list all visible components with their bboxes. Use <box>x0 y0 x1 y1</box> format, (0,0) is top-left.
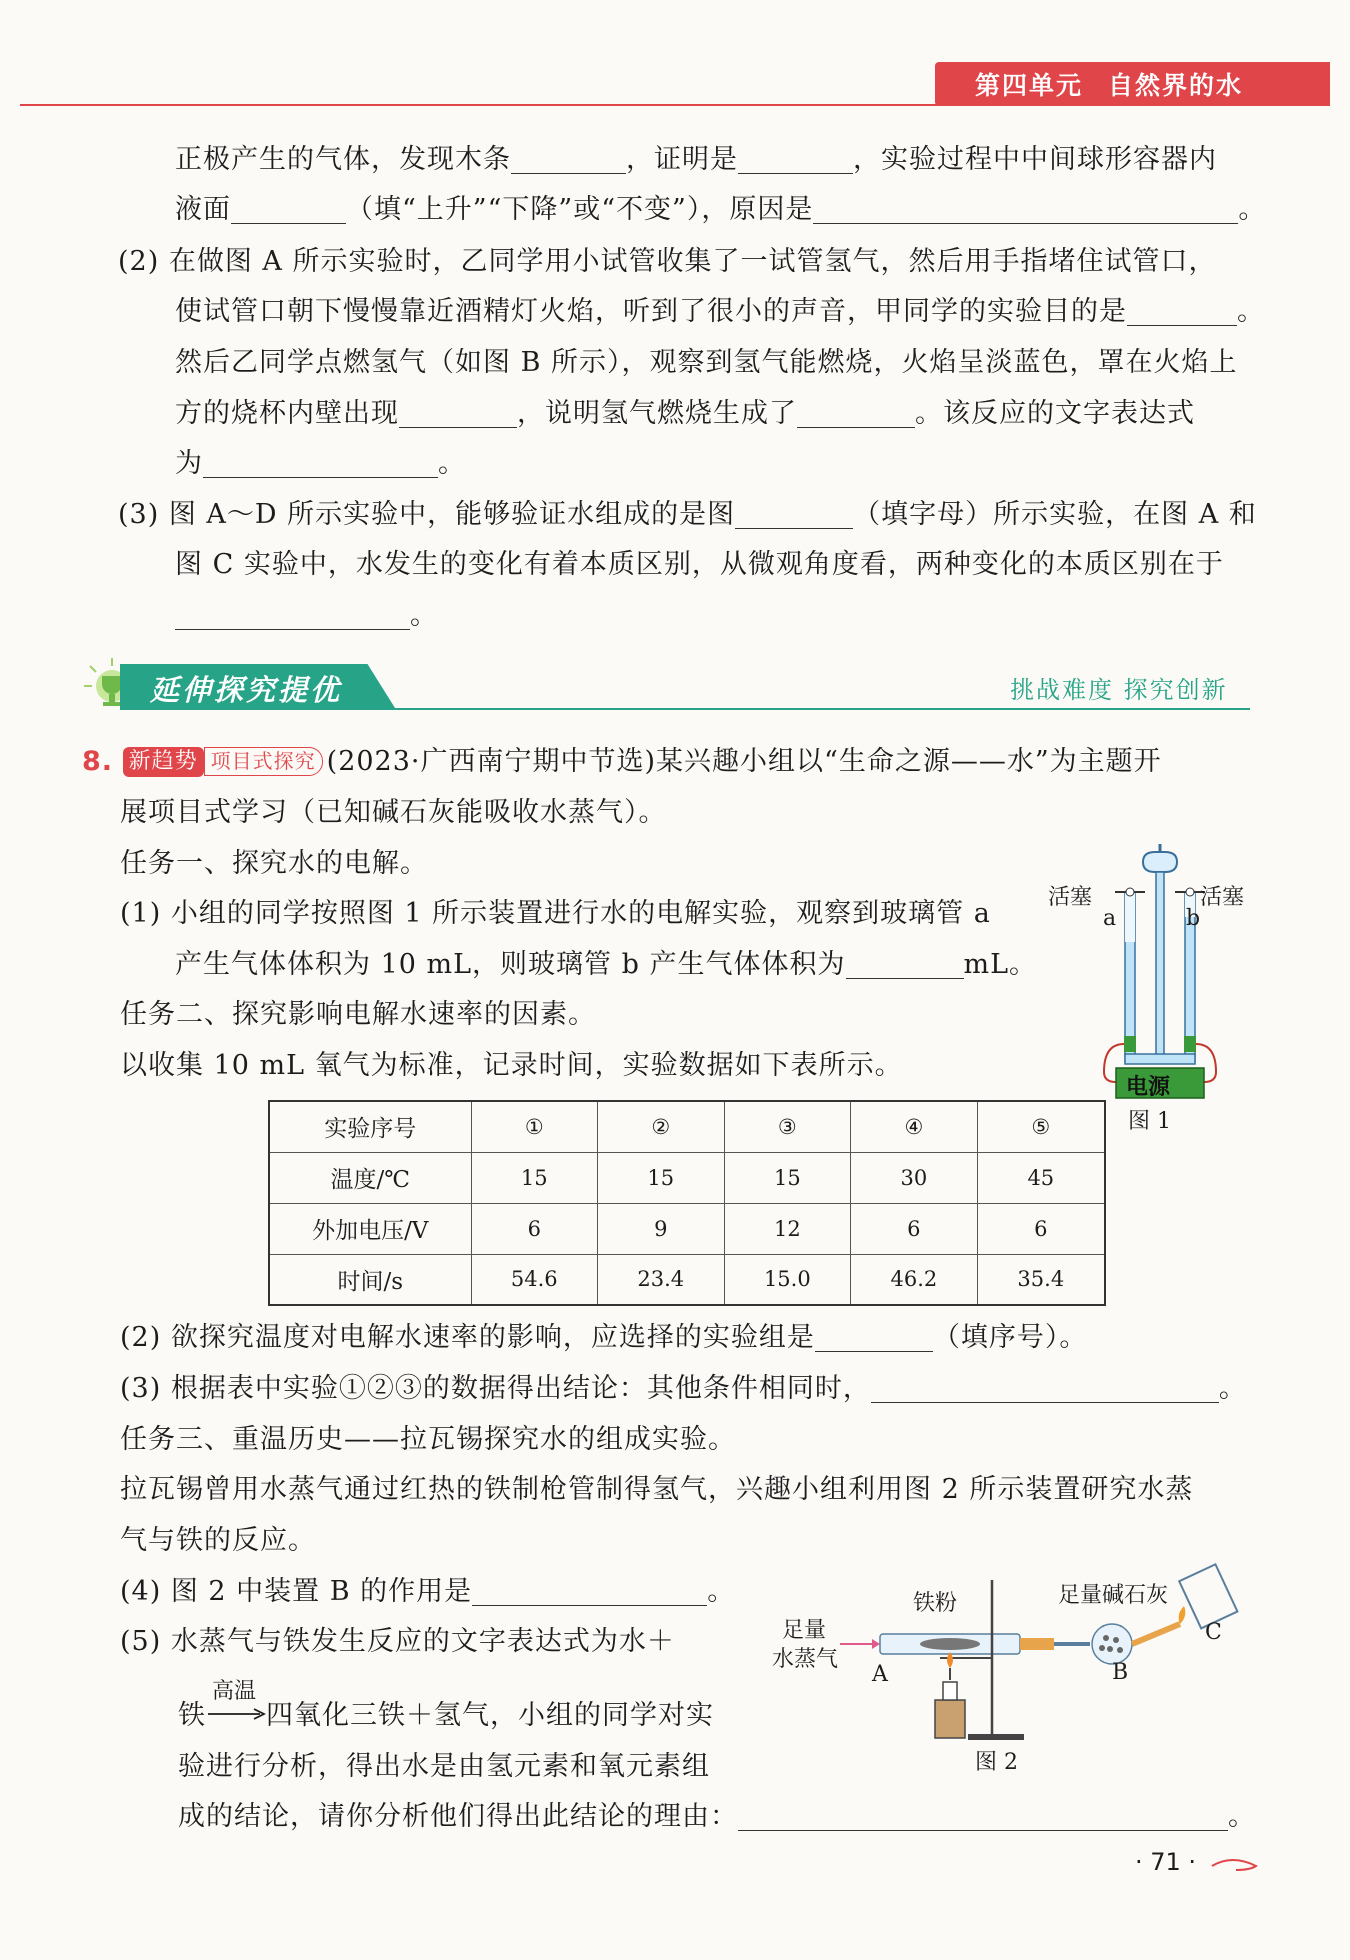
table-cell: 外加电压/V <box>269 1203 471 1254</box>
electrolysis-apparatus-figure <box>1060 840 1260 1100</box>
table-cell: 6 <box>851 1203 978 1254</box>
table-header-row <box>269 1101 1105 1152</box>
section-title: 延伸探究提优 <box>150 673 343 707</box>
figure-2-caption: 图 2 <box>975 1750 1018 1775</box>
text-line: 气与铁的反应。 <box>120 1525 316 1556</box>
text-line: 展项目式学习（已知碱石灰能吸收水蒸气）。 <box>120 797 667 828</box>
tube-b-label: b <box>1186 906 1201 931</box>
sub-question-3: (3) 根据表中实验①②③的数据得出结论：其他条件相同时， 。 <box>120 1373 1247 1404</box>
table-cell: 6 <box>977 1203 1105 1254</box>
table-cell: ① <box>471 1101 598 1152</box>
experiment-data-table <box>268 1100 1106 1306</box>
figure-1-caption: 图 1 <box>1128 1109 1171 1134</box>
stopcock-label-left: 活塞 <box>1048 885 1093 910</box>
apparatus-a-label: A <box>872 1662 888 1687</box>
task-1: 任务一、探究水的电解。 <box>120 848 428 879</box>
table-cell: 6 <box>471 1203 598 1254</box>
apparatus-b-label: B <box>1112 1660 1129 1685</box>
task-2: 任务二、探究影响电解水速率的因素。 <box>120 999 596 1030</box>
table-cell: 15 <box>598 1152 725 1203</box>
stopcock-label-right: 活塞 <box>1200 885 1245 910</box>
text-line: 图 C 实验中，水发生的变化有着本质区别，从微观角度看，两种变化的本质区别在于 <box>175 549 1224 580</box>
header-unit: 第四单元 <box>975 71 1084 100</box>
text-line: 正极产生的气体，发现木条 ，证明是 ，实验过程中中间球形容器内 <box>175 144 1217 175</box>
reaction-condition: 高温 <box>212 1679 257 1704</box>
table-cell: ③ <box>724 1101 851 1152</box>
table-cell: 实验序号 <box>269 1101 471 1152</box>
steam-label-top: 足量 <box>782 1618 827 1643</box>
text-line: 使试管口朝下慢慢靠近酒精灯火焰，听到了很小的声音，甲同学的实验目的是 。 <box>175 296 1265 327</box>
question-2-line: (2) 在做图 A 所示实验时，乙同学用小试管收集了一试管氢气，然后用手指堵住试管口， <box>118 246 1217 277</box>
text-line: 方的烧杯内壁出现 ，说明氢气燃烧生成了 。该反应的文字表达式 <box>175 398 1195 429</box>
question-8-line: 8. 新趋势 项目式探究 (2023·广西南宁期中节选)某兴趣小组以“生命之源——水”为主题开 <box>82 746 1162 777</box>
sub-question-4: (4) 图 2 中装置 B 的作用是 。 <box>120 1576 736 1607</box>
page-number: · 71 · <box>1135 1848 1197 1876</box>
steam-label-bottom: 水蒸气 <box>772 1647 839 1672</box>
question-number: 8. <box>82 746 114 777</box>
header-rule <box>20 104 1330 106</box>
table-cell: 35.4 <box>977 1254 1105 1305</box>
iron-powder-label: 铁粉 <box>913 1591 958 1616</box>
table-cell: 46.2 <box>851 1254 978 1305</box>
text-line: 四氧化三铁＋氢气，小组的同学对实 <box>266 1700 714 1731</box>
reaction-arrow-icon <box>208 1707 266 1721</box>
table-row <box>269 1203 1105 1254</box>
text-line: 铁 <box>178 1700 206 1731</box>
text-line: 拉瓦锡曾用水蒸气通过红热的铁制枪管制得氢气，兴趣小组利用图 2 所示装置研究水蒸 <box>120 1474 1194 1505</box>
text-line: 液面 （填“上升”“下降”或“不变”），原因是 。 <box>175 194 1267 225</box>
text-line: 验进行分析，得出水是由氢元素和氧元素组 <box>178 1751 710 1782</box>
question-3-line: (3) 图 A～D 所示实验中，能够验证水组成的是图 （填字母）所示实验，在图 A 和 <box>118 499 1257 530</box>
table-cell: 45 <box>977 1152 1105 1203</box>
table-cell: 23.4 <box>598 1254 725 1305</box>
table-cell: 12 <box>724 1203 851 1254</box>
table-cell: 温度/℃ <box>269 1152 471 1203</box>
table-cell: 54.6 <box>471 1254 598 1305</box>
power-source-label: 电源 <box>1126 1075 1171 1100</box>
table-cell: ④ <box>851 1101 978 1152</box>
text-line: 。 <box>175 596 438 636</box>
text-line: 为 。 <box>175 448 466 479</box>
table-cell: 15.0 <box>724 1254 851 1305</box>
table-cell: ② <box>598 1101 725 1152</box>
task-3: 任务三、重温历史——拉瓦锡探究水的组成实验。 <box>120 1424 736 1455</box>
soda-lime-label: 足量碱石灰 <box>1058 1583 1169 1608</box>
sub-question-2: (2) 欲探究温度对电解水速率的影响，应选择的实验组是 （填序号）。 <box>120 1322 1088 1353</box>
header-title: 自然界的水 <box>1108 71 1244 100</box>
table-cell: 15 <box>471 1152 598 1203</box>
text-line: 成的结论，请你分析他们得出此结论的理由： 。 <box>178 1801 1256 1832</box>
text-line: 产生气体体积为 10 mL，则玻璃管 b 产生气体体积为 mL。 <box>175 949 1038 980</box>
new-trend-badge: 新趋势 <box>123 747 204 777</box>
text-line: (1) 小组的同学按照图 1 所示装置进行水的电解实验，观察到玻璃管 a <box>120 898 991 929</box>
tube-a-label: a <box>1103 906 1117 931</box>
apparatus-c-label: C <box>1205 1620 1222 1645</box>
text-line: 然后乙同学点燃氢气（如图 B 所示），观察到氢气能燃烧，火焰呈淡蓝色，罩在火焰上 <box>175 347 1238 378</box>
table-cell: 15 <box>724 1152 851 1203</box>
table-cell: 9 <box>598 1203 725 1254</box>
table-cell: 30 <box>851 1152 978 1203</box>
table-row <box>269 1254 1105 1305</box>
text-line: 以收集 10 mL 氧气为标准，记录时间，实验数据如下表所示。 <box>120 1050 903 1081</box>
table-row <box>269 1152 1105 1203</box>
table-cell: ⑤ <box>977 1101 1105 1152</box>
sub-question-5: (5) 水蒸气与铁发生反应的文字表达式为水＋ <box>120 1626 675 1657</box>
table-cell: 时间/s <box>269 1254 471 1305</box>
page-corner-curve-icon <box>1210 1856 1260 1876</box>
project-badge: 项目式探究 <box>204 747 323 776</box>
section-subtitle: 挑战难度 探究创新 <box>1010 676 1228 704</box>
